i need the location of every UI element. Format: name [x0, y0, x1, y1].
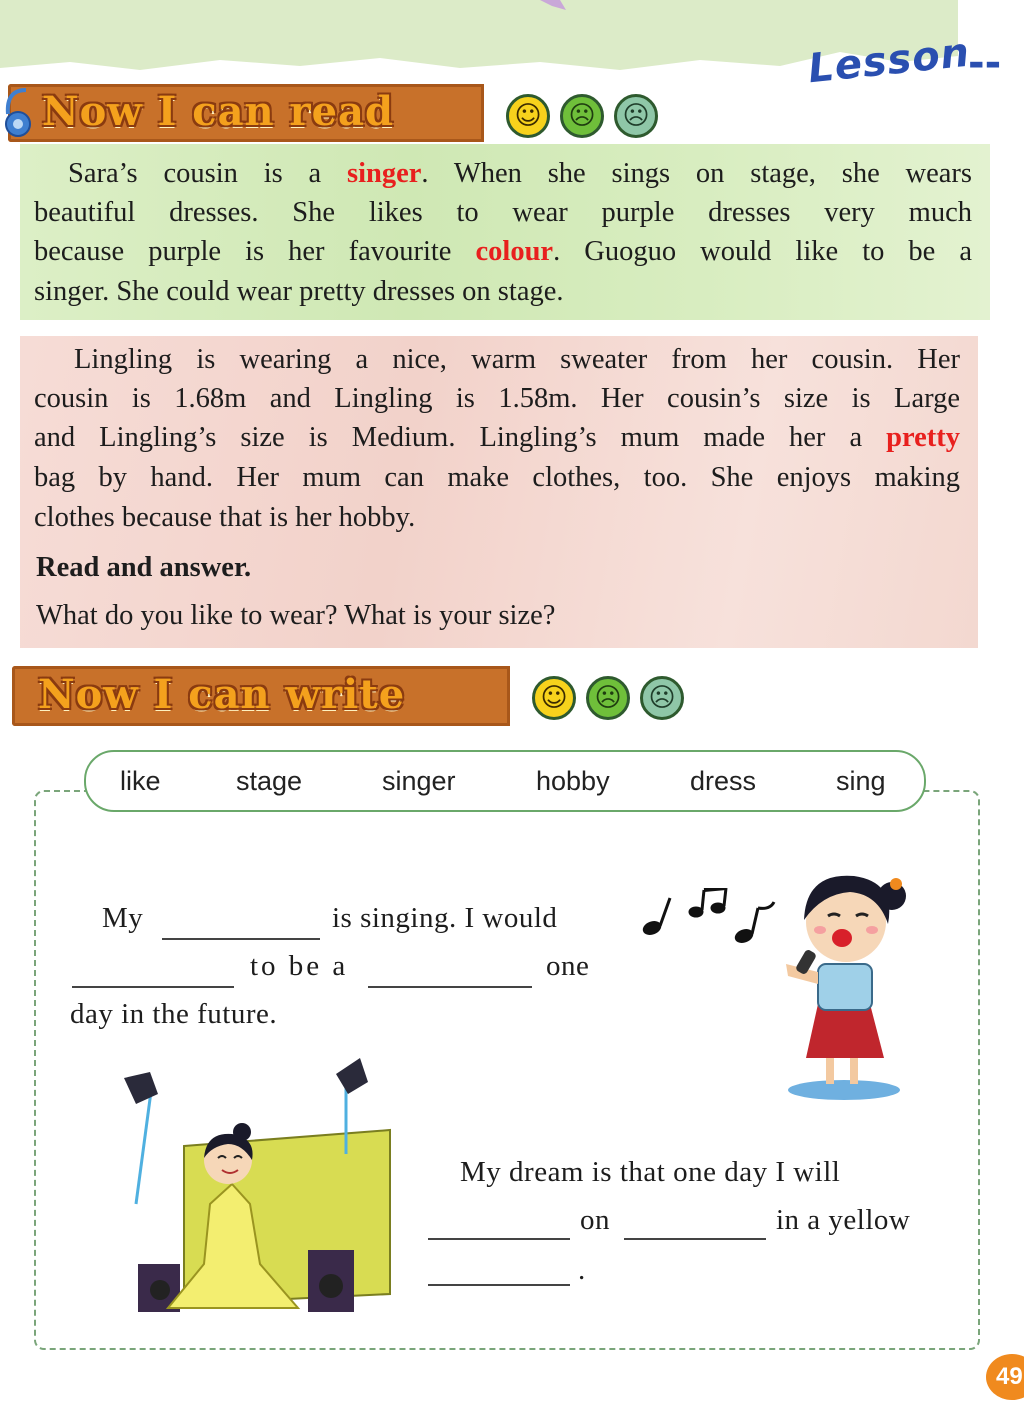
passage2-line4: bag by hand. Her mum can make clothes, too. She enjoys making [34, 462, 960, 493]
passage1-line4: singer. She could wear pretty dresses on stage. [34, 276, 564, 307]
sentence2-in-a-yellow: in a yellow [776, 1204, 911, 1236]
sentence1-my: My [102, 902, 144, 934]
passage1-text-a: Sara’s cousin is a [68, 158, 322, 189]
sentence2-line1: My dream is that one day I will [460, 1156, 841, 1188]
answer-blank[interactable] [428, 1284, 570, 1286]
neutral-face-icon: ☹ [560, 94, 604, 138]
answer-blank[interactable] [162, 938, 320, 940]
reading-passage-1 [20, 144, 990, 320]
singing-girl-illustration [766, 854, 966, 1104]
answer-blank[interactable] [428, 1238, 570, 1240]
sad-face-icon: ☹ [640, 676, 684, 720]
neutral-face-icon: ☹ [586, 676, 630, 720]
read-and-answer-question: What do you like to wear? What is your size? [36, 600, 556, 631]
lesson-label: Lesson [806, 29, 973, 93]
page-number: 49 [986, 1354, 1024, 1400]
keyword-singer: singer [347, 158, 422, 189]
happy-face-icon: ☺ [532, 676, 576, 720]
passage2-line1 [34, 340, 960, 380]
passage2-text-a: Lingling is wearing a nice, warm sweater from her cousin. Her [74, 344, 960, 375]
keyword-pretty: pretty [886, 422, 961, 453]
music-notes-icon [640, 888, 780, 944]
passage1-text-d: . Guoguo would like to be a [553, 236, 973, 267]
passage2-line3 [34, 418, 960, 458]
word-bank [84, 750, 926, 812]
sentence1-one: one [546, 950, 590, 982]
passage2-text-b: and Lingling’s size is Medium. Lingling’s mum made her a [34, 422, 863, 453]
answer-blank[interactable] [72, 986, 234, 988]
word-bank-item: like [120, 766, 161, 796]
answer-blank[interactable] [624, 1238, 766, 1240]
word-bank-item: singer [382, 766, 456, 796]
passage1-text-c: because purple is her favourite [34, 236, 452, 267]
sentence1-line3: day in the future. [70, 998, 278, 1030]
passage2-line2: cousin is 1.68m and Lingling is 1.58m. Her cousin’s size is Large [34, 383, 960, 414]
passage2-line5: clothes because that is her hobby. [34, 502, 416, 533]
stage-singer-illustration [110, 1054, 400, 1316]
write-section-title: Now I can write [38, 671, 406, 718]
read-and-answer-heading: Read and answer. [36, 552, 252, 583]
passage1-line2: beautiful dresses. She likes to wear purple dresses very much [34, 197, 972, 228]
sentence1-to-be-a: to be a [250, 950, 349, 982]
read-section-banner [8, 84, 484, 142]
passage1-line1 [34, 154, 972, 194]
word-bank-item: hobby [536, 766, 610, 796]
passage1-text-b: . When she sings on stage, she wears [421, 158, 973, 189]
answer-blank[interactable] [368, 986, 532, 988]
word-bank-item: dress [690, 766, 757, 796]
headphones-icon [2, 84, 36, 140]
word-bank-item: stage [236, 766, 303, 796]
sentence2-period: . [578, 1254, 586, 1286]
sentence2-on: on [580, 1204, 610, 1236]
sentence1-is-singing: is singing. I would [332, 902, 558, 934]
sad-face-icon: ☹ [614, 94, 658, 138]
write-section-banner [12, 666, 510, 726]
keyword-colour: colour [475, 236, 554, 267]
read-section-title: Now I can read [42, 88, 394, 135]
word-bank-item: sing [836, 766, 886, 796]
passage1-line3 [34, 232, 972, 272]
happy-face-icon: ☺ [506, 94, 550, 138]
lesson-number: -- [968, 40, 1002, 86]
